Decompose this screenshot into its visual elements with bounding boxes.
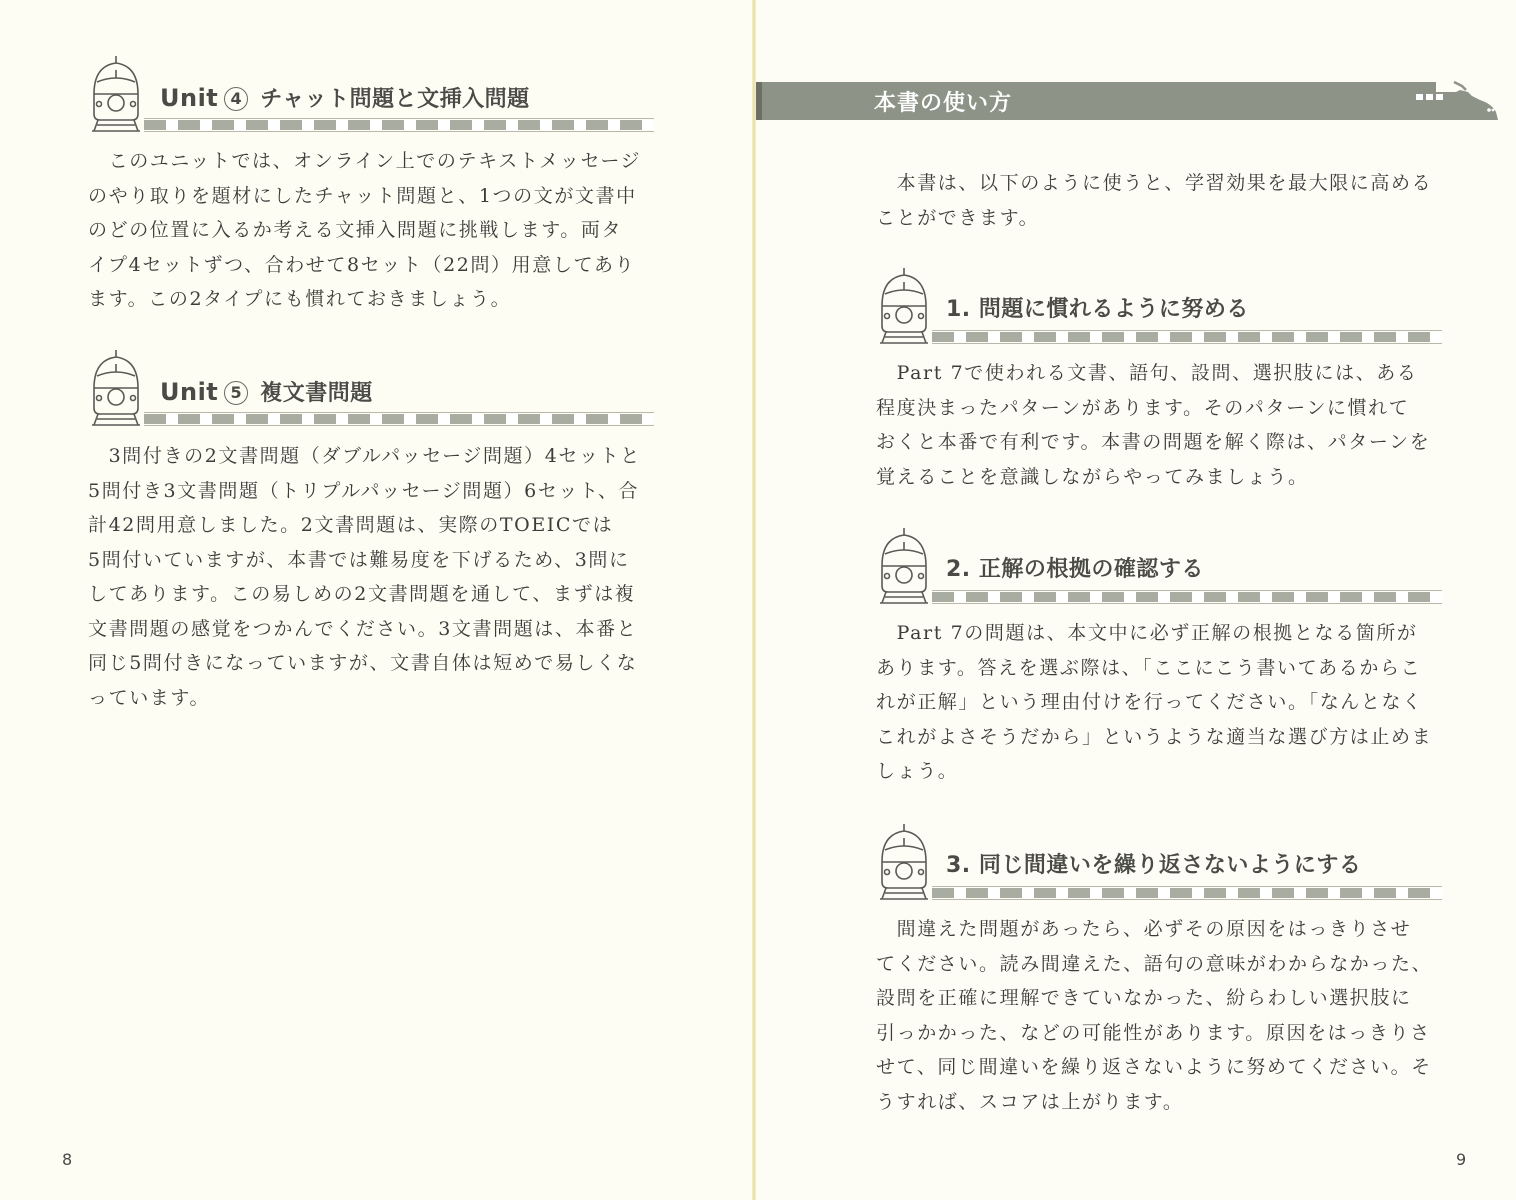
- dashed-rail-divider: [932, 886, 1442, 900]
- body-line: しょう。: [876, 760, 959, 782]
- section-1-body: [876, 356, 1456, 494]
- unit-label: Unit: [160, 378, 219, 406]
- section-3-body: [876, 912, 1466, 1119]
- train-front-icon: [88, 348, 144, 430]
- body-line: 計42問用意しました。2文書問題は、実際のTOEICでは: [88, 514, 614, 536]
- dashed-rail-divider: [932, 330, 1442, 344]
- body-line: 文書問題の感覚をつかんでください。3文書問題は、本番と: [88, 617, 638, 640]
- body-line: 設問を正確に理解できていなかった、紛らわしい選択肢に: [876, 987, 1412, 1009]
- section-heading-unit-4: [88, 54, 658, 136]
- body-line: Part 7で使われる文書、語句、設問、選択肢には、ある: [876, 362, 1418, 384]
- chapter-header-bar: [756, 82, 1436, 120]
- unit-label: Unit: [160, 84, 219, 112]
- train-front-icon: [88, 54, 144, 136]
- unit-number-badge: 5: [224, 381, 248, 405]
- unit-5-body: [88, 439, 658, 715]
- unit-title: チャット問題と文挿入問題: [260, 87, 530, 112]
- section-heading-2: [876, 526, 1446, 608]
- body-line: 3問付きの2文書問題（ダブルパッセージ問題）4セットと: [88, 445, 641, 467]
- body-line: 同じ5問付きになっていますが、文書自体は短めで易しくな: [88, 652, 638, 674]
- body-line: 本書は、以下のように使うと、学習効果を最大限に高める: [876, 172, 1433, 194]
- body-line: これがよさそうだから」というような適当な選び方は止めま: [876, 725, 1433, 748]
- unit-number-badge: 4: [224, 87, 248, 111]
- train-front-icon: [876, 526, 932, 608]
- intro-paragraph: [876, 166, 1456, 235]
- page-number-right: 9: [1456, 1150, 1467, 1169]
- section-title: 1. 問題に慣れるように努める: [946, 297, 1249, 322]
- body-line: れが正解」という理由付けを行ってください。「なんとなく: [876, 691, 1423, 713]
- body-line: 覚えることを意識しながらやってみましょう。: [876, 465, 1309, 488]
- bullet-train-side-icon: [1396, 70, 1500, 124]
- right-page: [756, 0, 1516, 1200]
- body-line: うすれば、スコアは上がります。: [876, 1090, 1184, 1113]
- body-line: っています。: [88, 686, 211, 709]
- body-line: 引っかかった、などの可能性があります。原因をはっきりさ: [876, 1021, 1431, 1044]
- body-line: このユニットでは、オンライン上でのテキストメッセージ: [88, 150, 642, 172]
- body-line: してあります。この易しめの2文書問題を通して、まずは複: [88, 583, 636, 605]
- body-line: のやり取りを題材にしたチャット問題と、1つの文が文書中: [88, 184, 637, 207]
- body-line: 程度決まったパターンがあります。そのパターンに慣れて: [876, 396, 1410, 419]
- unit-4-body: [88, 144, 658, 317]
- body-line: ことができます。: [876, 206, 1040, 229]
- body-line: おくと本番で有利です。本書の問題を解く際は、パターンを: [876, 431, 1431, 453]
- body-line: 5問付き3文書問題（トリプルパッセージ問題）6セット、合: [88, 479, 640, 502]
- section-heading-unit-5: [88, 348, 658, 430]
- body-line: ます。この2タイプにも慣れておきましょう。: [88, 288, 512, 310]
- dashed-rail-divider: [144, 118, 654, 132]
- section-heading-1: [876, 266, 1446, 348]
- chapter-title: 本書の使い方: [874, 91, 1013, 116]
- section-title: 2. 正解の根拠の確認する: [946, 557, 1204, 582]
- section-heading-3: [876, 822, 1446, 904]
- train-front-icon: [876, 266, 932, 348]
- unit-title: 複文書問題: [260, 381, 373, 406]
- dashed-rail-divider: [932, 590, 1442, 604]
- body-line: 間違えた問題があったら、必ずその原因をはっきりさせ: [876, 918, 1412, 940]
- body-line: Part 7の問題は、本文中に必ず正解の根拠となる箇所が: [876, 622, 1418, 644]
- left-page: [0, 0, 752, 1200]
- section-title: [160, 376, 373, 407]
- dashed-rail-divider: [144, 412, 654, 426]
- section-title: [160, 82, 530, 113]
- body-line: のどの位置に入るか考える文挿入問題に挑戦します。両タ: [88, 219, 623, 241]
- body-line: せて、同じ間違いを繰り返さないように努めてください。そ: [876, 1056, 1432, 1078]
- section-2-body: [876, 616, 1456, 789]
- body-line: イプ4セットずつ、合わせて8セット（22問）用意してあり: [88, 253, 636, 276]
- train-front-icon: [876, 822, 932, 904]
- page-number-left: 8: [62, 1150, 73, 1169]
- body-line: てください。読み間違えた、語句の意味がわからなかった、: [876, 952, 1433, 975]
- body-line: あります。答えを選ぶ際は、「ここにこう書いてあるからこ: [876, 656, 1422, 679]
- body-line: 5問付いていますが、本書では難易度を下げるため、3問に: [88, 548, 630, 571]
- section-title: 3. 同じ間違いを繰り返さないようにする: [946, 853, 1362, 878]
